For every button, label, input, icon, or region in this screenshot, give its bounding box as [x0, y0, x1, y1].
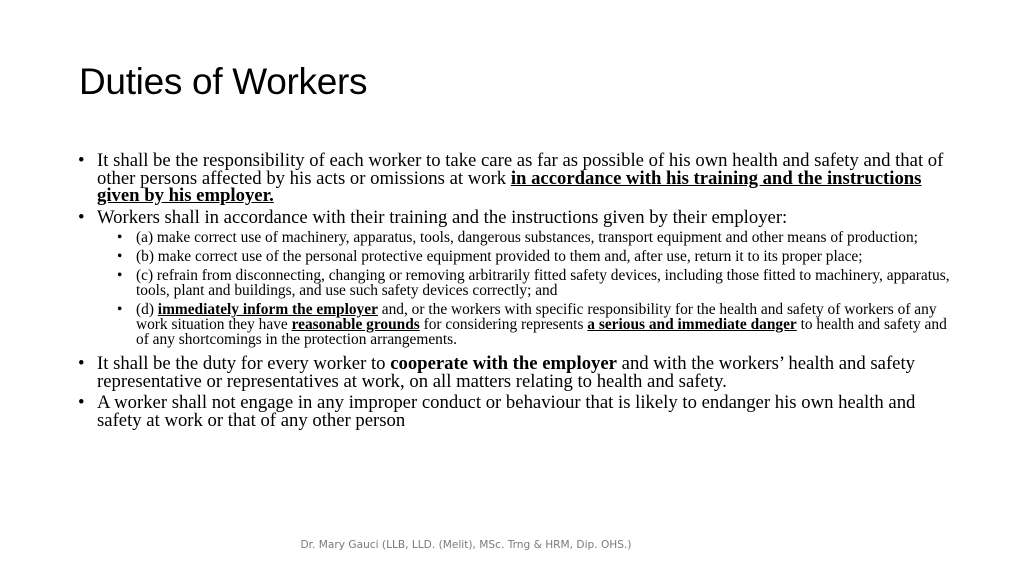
- sub-bullet-b: [78, 249, 953, 264]
- sub-bullet-list: [78, 230, 953, 347]
- sub-bullet-a-text: (a) make correct use of machinery, apparatus, tools, dangerous substances, transport equipment and other means of production;: [136, 229, 918, 246]
- sub-bullet-d-mid2: for considering represents: [419, 316, 588, 333]
- sub-bullet-d-emphasis-grounds: reasonable grounds: [291, 316, 420, 333]
- sub-bullet-d-prefix: (d): [136, 301, 158, 318]
- bullet-training: [78, 206, 953, 228]
- bullet-conduct: [78, 394, 953, 429]
- bullet-cooperate: [78, 355, 953, 390]
- bullet-training-text: Workers shall in accordance with their training and the instructions given by their employer:: [97, 206, 788, 228]
- bullet-cooperate-prefix: It shall be the duty for every worker to: [97, 353, 391, 374]
- bullet-responsibility: [78, 152, 953, 205]
- slide-title: Duties of Workers: [79, 61, 368, 102]
- sub-bullet-d: [78, 302, 953, 347]
- bullet-cooperate-emphasis: cooperate with the employer: [390, 353, 617, 374]
- sub-bullet-d-emphasis-inform: immediately inform the employer: [157, 301, 378, 318]
- sub-bullet-d-emphasis-danger: a serious and immediate danger: [587, 316, 797, 333]
- slide-footer: Dr. Mary Gauci (LLB, LLD. (Melit), MSc. Trng & HRM, Dip. OHS.): [300, 539, 632, 551]
- bullet-responsibility-text: It shall be the responsibility of each worker to take care as far as possible of his own health and safety and that of other persons affected by his acts or omissions at work: [97, 150, 944, 189]
- bullet-responsibility-emphasis: in accordance with his training and the instructions given by his employer.: [97, 167, 922, 206]
- sub-bullet-c-text: (c) refrain from disconnecting, changing or removing arbitrarily fitted safety devices, including those fitted to machinery, apparatus, tools, plant and buildings, and use such safety devices correctly; and: [136, 267, 950, 299]
- sub-bullet-a: [78, 230, 953, 245]
- bullet-cooperate-suffix: and with the workers’ health and safety representative or representatives at work, on all matters relating to health and safety.: [97, 353, 916, 392]
- sub-bullet-d-mid1: and, or the workers with specific responsibility for the health and safety of workers of any work situation they have: [136, 301, 937, 333]
- sub-bullet-c: [78, 268, 953, 298]
- bullet-conduct-text: A worker shall not engage in any improper conduct or behaviour that is likely to endanger his own health and safety at work or that of any other person: [97, 392, 916, 431]
- sub-bullet-b-text: (b) make correct use of the personal protective equipment provided to them and, after use, return it to its proper place;: [136, 248, 863, 265]
- slide-body: [78, 152, 953, 433]
- sub-bullet-d-suffix: to health and safety and of any shortcomings in the protection arrangements.: [136, 316, 947, 348]
